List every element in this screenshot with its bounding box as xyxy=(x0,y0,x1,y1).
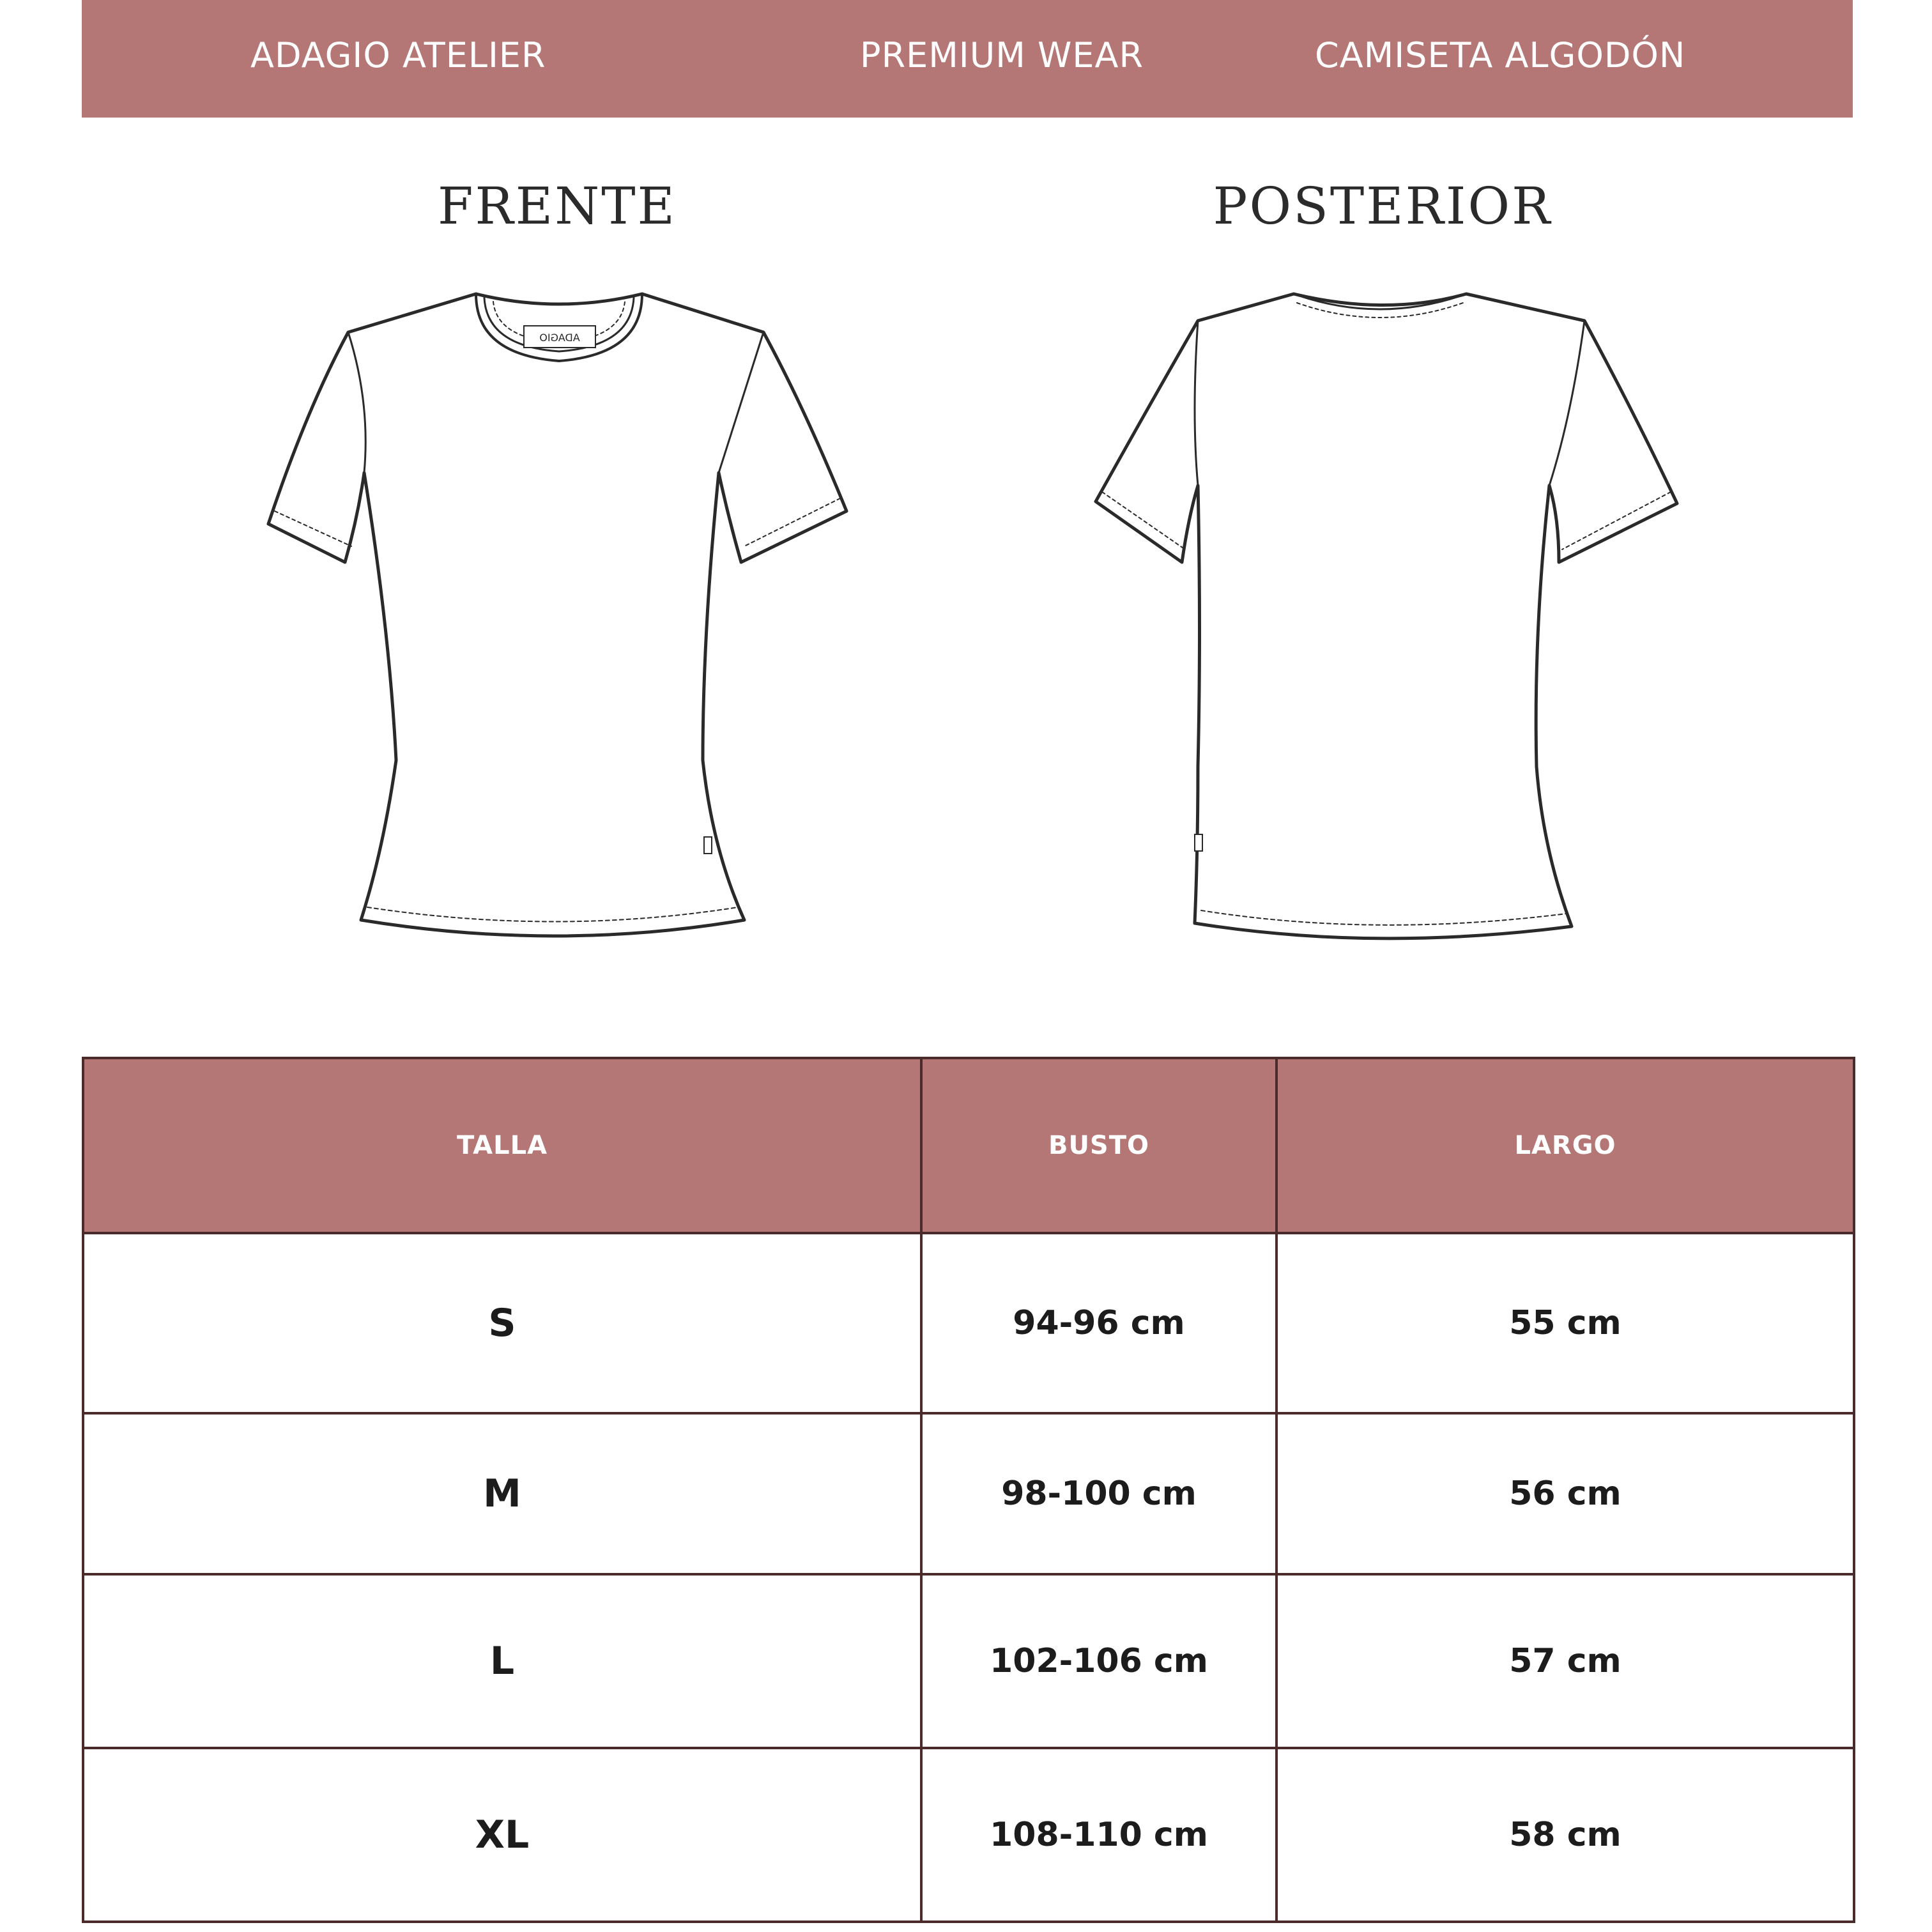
front-view-title: FRENTE xyxy=(438,176,677,236)
brand-name: ADAGIO ATELIER xyxy=(250,35,546,75)
largo-cell: 55 cm xyxy=(1276,1233,1854,1413)
table-header-row xyxy=(83,1058,1854,1233)
table-row xyxy=(83,1748,1854,1922)
table-row xyxy=(83,1413,1854,1574)
table-row xyxy=(83,1574,1854,1748)
busto-cell: 98-100 cm xyxy=(921,1413,1276,1574)
product-name: CAMISETA ALGODÓN xyxy=(1315,35,1686,75)
busto-cell: 108-110 cm xyxy=(921,1748,1276,1922)
largo-cell: 57 cm xyxy=(1276,1574,1854,1748)
talla-cell: S xyxy=(83,1233,921,1413)
talla-cell: M xyxy=(83,1413,921,1574)
talla-cell: XL xyxy=(83,1748,921,1922)
back-tshirt-sketch xyxy=(1086,275,1693,958)
front-tshirt-sketch xyxy=(256,275,862,958)
largo-cell: 56 cm xyxy=(1276,1413,1854,1574)
neck-label-text: ADAGIO xyxy=(539,332,580,344)
back-view-title: POSTERIOR xyxy=(1213,176,1552,236)
column-header-talla: TALLA xyxy=(83,1058,921,1233)
size-chart-table xyxy=(82,1057,1855,1923)
column-header-busto: BUSTO xyxy=(921,1058,1276,1233)
talla-cell: L xyxy=(83,1574,921,1748)
tagline: PREMIUM WEAR xyxy=(860,35,1144,75)
largo-cell: 58 cm xyxy=(1276,1748,1854,1922)
column-header-largo: LARGO xyxy=(1276,1058,1854,1233)
busto-cell: 94-96 cm xyxy=(921,1233,1276,1413)
busto-cell: 102-106 cm xyxy=(921,1574,1276,1748)
table-row xyxy=(83,1233,1854,1413)
